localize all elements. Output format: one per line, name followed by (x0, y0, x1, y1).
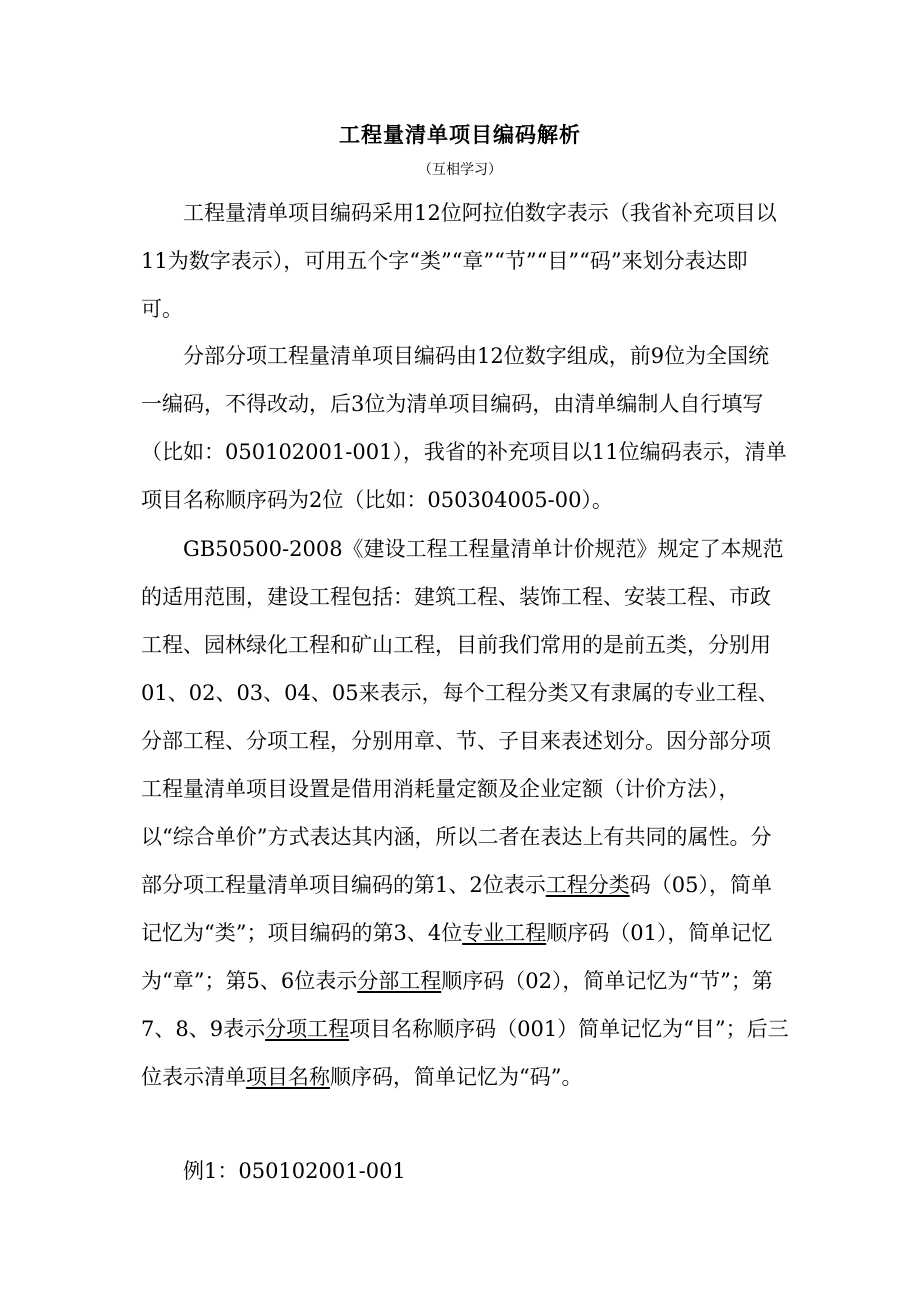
underlined-term-item-name: 项目名称 (246, 1065, 330, 1089)
text-segment: 项目名称顺序码（001）简单记忆为“目”；后三位表示清单 (141, 1017, 789, 1089)
underlined-term-division: 分部工程 (357, 969, 442, 993)
underlined-term-subdivision: 分项工程 (265, 1017, 350, 1041)
paragraph-code-explanation (141, 525, 789, 1101)
text-segment: GB50500-2008《建设工程工程量清单计价规范》规定了本规范的适用范围，建设工程包括：建筑工程、装饰工程、安装工程、市政工程、园林绿化工程和矿山工程，目前我们常用的是前五类，分别用01、02、03、04、05来表示，每个工程分类又有隶属的专业工程、分部工程、分项工程，分别用章、节、子目来表述划分。因分部分项工程量清单项目设置是借用消耗量定额及企业定额（计价方法），以“综合单价”方式表达其内涵，所以二者在表达上有共同的属性。分部分项工程量清单项目编码的第1、2位表示 (141, 537, 784, 897)
example-line: 例1：050102001-001 (183, 1159, 406, 1183)
text-segment: 顺序码（01），简单记忆为“章”；第5、6位表示 (141, 921, 773, 993)
text-segment: 顺序码（02），简单记忆为“节”；第7、8、9表示 (141, 969, 773, 1041)
underlined-term-project-category: 工程分类 (545, 873, 630, 897)
text-segment: 码（05），简单记忆为“类”；项目编码的第3、4位 (141, 873, 772, 945)
document-title: 工程量清单项目编码解析 (339, 123, 581, 147)
paragraph-code-structure: 分部分项工程量清单项目编码由12位数字组成，前9位为全国统一编码，不得改动，后3位为清单项目编码，由清单编制人自行填写（比如：050102001-001），我省的补充项目以11位编码表示，清单项目名称顺序码为2位（比如：050304005-00）。 (141, 344, 787, 512)
underlined-term-specialty: 专业工程 (462, 921, 547, 945)
document-subtitle: （互相学习） (418, 162, 502, 178)
text-segment: 顺序码，简单记忆为“码”。 (330, 1065, 583, 1089)
paragraph-intro: 工程量清单项目编码采用12位阿拉伯数字表示（我省补充项目以11为数字表示），可用五个字“类”“章”“节”“目”“码”来划分表达即可。 (141, 201, 777, 321)
